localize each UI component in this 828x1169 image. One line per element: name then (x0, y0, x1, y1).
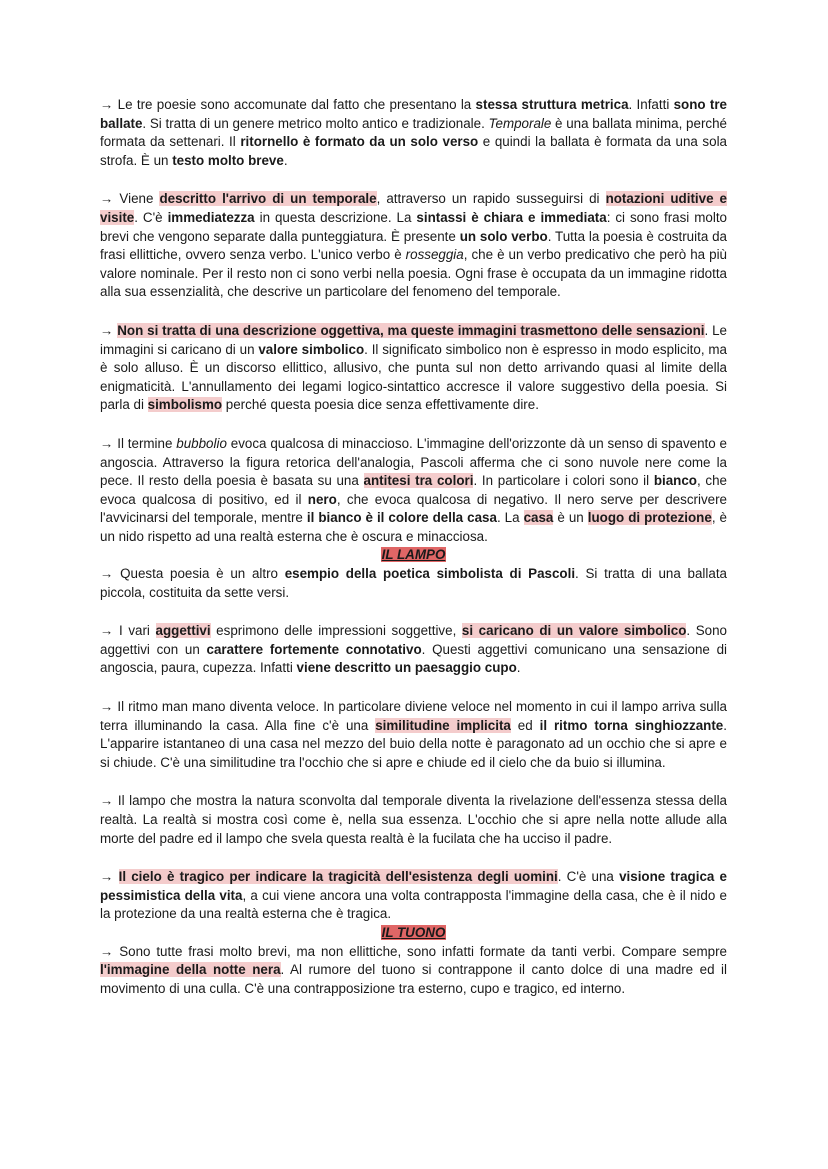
text-run: . Infatti (628, 97, 674, 112)
text-run: . La (496, 510, 524, 526)
text-run: . Questi aggettivi comunicano una sensazione di angoscia, paura, cupezza. Infatti (100, 641, 727, 676)
text-run: → (100, 869, 119, 885)
text-run: . Si tratta di una ballata piccola, costituita da sette versi. (100, 566, 727, 600)
section-title-tuono-text: IL TUONO (381, 924, 446, 940)
text-run: , attraverso un rapido susseguirsi di (376, 191, 606, 207)
text-run: : ci sono frasi molto brevi che vengono separate dalla punteggiatura. È presente (100, 209, 727, 244)
text-run: , è un nido rispetto ad una realtà esterna che è oscura e minacciosa. (100, 510, 727, 544)
text-run: → Questa poesia è un altro (100, 566, 285, 582)
highlighted-text: Il cielo è tragico per indicare la tragicità dell'esistenza degli uomini (118, 869, 558, 885)
text-run: . (283, 152, 288, 168)
bold-text: il bianco è il colore della casa (306, 510, 497, 526)
text-run: , che evoca qualcosa di positivo, ed il (100, 473, 727, 507)
text-run: . Si tratta di un genere metrico molto antico e tradizionale. (142, 115, 489, 131)
text-run: è una ballata minima, perché formata da settenari. Il (100, 115, 728, 150)
italic-text: Temporale (488, 115, 552, 131)
text-run: . Al rumore del tuono si contrappone il canto dolce di una madre ed il movimento di una culla. C'è una contrapposizione tra esterno, cupo e tragico, ed interno. (100, 962, 728, 996)
bold-text: un solo verbo (459, 228, 548, 244)
paragraph-temporale-description (100, 190, 727, 302)
text-run: perché questa poesia dice senza effettivamente dire. (222, 397, 539, 413)
highlighted-text: si caricano di un valore simbolico (461, 623, 687, 639)
text-run: , a cui viene ancora una volta contrapposta l'immagine della casa, che è il nido e la protezione da una realtà esterna che è tragica. (100, 887, 727, 922)
text-run: → (100, 322, 118, 338)
document-page (100, 96, 727, 1018)
text-run: → Viene (100, 191, 160, 207)
text-run: . C'è (134, 209, 168, 225)
italic-text: rosseggia (405, 247, 464, 263)
text-run: ed (510, 717, 540, 733)
text-run: . In particolare i colori sono il (473, 473, 654, 489)
highlighted-text: notazioni uditive e visite (100, 191, 727, 225)
bold-text: sintassi è chiara e immediata (416, 209, 607, 225)
text-run: → Sono tutte frasi molto brevi, ma non ellittiche, sono infatti formate da tanti verbi. Compare sempre (100, 943, 727, 959)
bold-text: esempio della poetica simbolista di Pascoli (284, 566, 576, 582)
paragraph-lampo-intro (100, 565, 727, 602)
text-run: , che è un verbo predicativo che però ha più valore nominale. Per il resto non ci sono verbi nella poesia. Ogni frase è occupata da un immagine ridotta alla sua essenzialità, che descrive un particolare del fenomeno del temporale. (100, 247, 727, 300)
text-run: . L'apparire istantaneo di una casa nel mezzo del buio della notte è paragonato ad un occhio che si apre e si chiude. C'è una similitudine tra l'occhio che si apre e chiude ed il cielo che da buio si illumina. (100, 717, 727, 770)
paragraph-symbolism (100, 322, 727, 415)
paragraph-rhythm (100, 698, 727, 772)
text-run: , che evoca qualcosa di negativo. Il nero serve per descrivere l'avvicinarsi del temporale, mentre (100, 491, 728, 526)
highlighted-text: similitudine implicita (375, 717, 511, 733)
highlighted-text: aggettivi (155, 623, 211, 639)
bold-text: il ritmo torna singhiozzante (539, 717, 724, 733)
highlighted-text: Non si tratta di una descrizione oggettiva, ma queste immagini trasmettono delle sensazioni (117, 322, 705, 338)
text-run: → Il lampo che mostra la natura sconvolta dal temporale diventa la rivelazione dell'essenza stessa della realtà. La realtà si mostra così come è, nella sua essenza. L'occhio che si apre nella notte allude alla morte del padre ed il lampo che svela questa realtà è la fucilata che ha ucciso il padre. (100, 793, 727, 846)
text-run: . Le immagini si caricano di un (100, 322, 727, 357)
bold-text: viene descritto un paesaggio cupo (296, 660, 517, 676)
paragraph-tragic-sky (100, 868, 727, 924)
section-title-tuono (100, 924, 727, 943)
bold-text: stessa struttura metrica (475, 97, 629, 112)
bold-text: ritornello è formato da un solo verso (240, 134, 479, 150)
text-run: è un (553, 510, 588, 526)
bold-text: carattere fortemente connotativo (206, 641, 422, 657)
paragraph-revelation (100, 792, 727, 848)
highlighted-text: simbolismo (147, 397, 223, 413)
highlighted-text: descritto l'arrivo di un temporale (159, 191, 377, 207)
bold-text: valore simbolico (258, 341, 365, 357)
bold-text: bianco (653, 473, 697, 489)
highlighted-text: luogo di protezione (587, 510, 712, 526)
text-run: → Il termine (100, 435, 177, 451)
text-run: evoca qualcosa di minaccioso. L'immagine dell'orizzonte dà un senso di spavento e angoscia. Attraverso la figura retorica dell'analogia, Pascoli afferma che ci sono nuvole nere come la pece. Il resto della poesia è basata su una (100, 435, 727, 489)
bold-text: nero (307, 491, 337, 507)
bold-text: sono tre ballate (100, 97, 727, 131)
text-run: esprimono delle impressioni soggettive, (210, 623, 462, 639)
paragraph-color-antithesis (100, 435, 727, 547)
bold-text: immediatezza (167, 209, 255, 225)
text-run: → Il ritmo man mano diventa veloce. In particolare diviene veloce nel momento in cui il lampo arriva sulla terra illuminando la casa. Alla fine c'è una (100, 699, 727, 733)
text-run: . (516, 660, 521, 676)
text-run: . Tutta la poesia è costruita da frasi ellittiche, ovvero senza verbo. L'unico verbo è (100, 228, 727, 263)
bold-text: testo molto breve (172, 152, 284, 168)
text-run: → I vari (100, 623, 156, 639)
text-run: e quindi la ballata è formata da una sola strofa. È un (100, 134, 728, 168)
text-run: . Il significato simbolico non è espresso in modo esplicito, ma è solo alluso. È un discorso ellittico, allusivo, che punta sul non detto arrivando quasi al limite della enigmaticità. L'annullamento dei legami logico-sintattico accresce il valore suggestivo della poesia. Si parla di (100, 341, 728, 413)
section-title-lampo (100, 546, 727, 565)
paragraph-meter (100, 96, 727, 170)
highlighted-text: antitesi tra colori (363, 473, 474, 489)
text-run: . Sono aggettivi con un (100, 623, 728, 657)
paragraph-adjectives (100, 622, 727, 678)
highlighted-text: l'immagine della notte nera (100, 962, 281, 978)
italic-text: bubbolio (176, 435, 227, 451)
text-run: → Le tre poesie sono accomunate dal fatto che presentano la (100, 97, 476, 112)
paragraph-tuono (100, 943, 727, 999)
section-title-lampo-text: IL LAMPO (381, 547, 446, 563)
bold-text: visione tragica e pessimistica della vita (100, 869, 727, 903)
text-run: . C'è una (557, 869, 620, 885)
text-run: in questa descrizione. La (254, 209, 417, 225)
highlighted-text: casa (523, 510, 554, 526)
